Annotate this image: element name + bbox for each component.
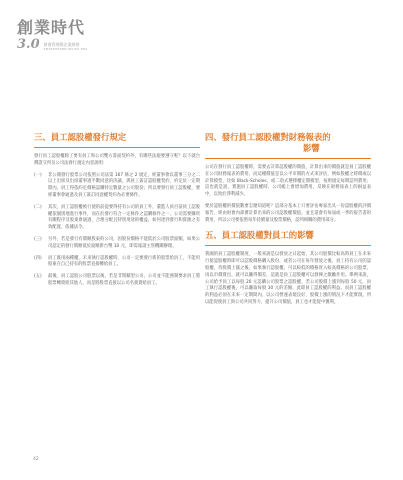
section-4-heading-line1: 四、發行員工認股權對財務報表的 — [205, 132, 331, 142]
heading-divider — [205, 245, 371, 246]
list-item-number: (五) — [34, 274, 42, 280]
publication-tagline: ENTREPRENEURSHIP ERA — [43, 47, 88, 51]
publication-subtitle-block — [44, 42, 88, 51]
section-4-paragraph-1: 公司在發行員工認股權時，需要去計算認股權的價值，計算出來的價值就是員工認股權在公司財務報表的費用，而這種價值是以公平市價的方式來評估，例如股權之時價或以計算模型，比如 Black-Scholes，或二項式選擇權定價模型，按照規定每期認列費用；這也就是說，實施員工認股權時，公司帳上會增加費用，反映在財務報表上的損益表中，以致於淨利減少。 — [205, 165, 371, 198]
section-5 — [205, 230, 371, 306]
list-item-text: 另外，若是發行有價額股東的公司，因股份價格不能低於公司股票面額，如果公司認定的發行價額低於面額新台幣 10 元，即需報請主管機關辦理。 — [48, 236, 200, 249]
heading-divider — [34, 147, 200, 148]
left-column — [34, 132, 200, 293]
list-item-number: (一) — [34, 172, 42, 178]
list-item-number: (三) — [34, 236, 42, 242]
section-5-paragraph: 我國的員工認股權制度，一般來說是以發放之日起始，其公司股價比較高時員工在未來行使認股權時即可以認股價格購入股份，或者公司在每年發放之後，員工持有公司的認股權，待股價上漲之後，如果執行認股權，可以較低的價格買入較高價格的公司股票，再以市價賣出，就可以賺得價差，這就是員工認股權可以發揮之激勵作用。舉例來說，公司給予員工以每股 20 元認購公司股票之認股權，若公司股價上漲到每股 50 元，員工執行認股權後，可以賺取每股 30 元的差額，此即員工認股權的利益。而員工認股權的利益必須在未來一定期間內，以公司營運表現良好、股價上漲的情況下才能實現，所以能促使員工與公司共同努力，提升公司價值，員工也才能從中獲利。 — [205, 252, 371, 305]
section-3-intro: 發行員工認股權除了要有員工和公司雙方書面契約外，有哪些法規要遵守呢？以下就台灣證交所及公司法發行規定內容說明： — [34, 154, 200, 166]
list-item-text: 非公開發行股票公司依照公司法第 167 條之 2 規定，經董事會以董事三分之二以上出席及出席董事過半數同意的決議，與員工簽訂認股權契約，約定於一定期間內，員工得依約定價格認購特定數量之公司股份；所以要發行員工認股權，要經董事會通過及員工簽訂同意權契約為必要條件。 — [48, 172, 200, 198]
section-3-heading: 三、員工認股權發行規定 — [34, 132, 127, 142]
right-column — [205, 132, 371, 312]
list-item-text: 最後，員工認股公司股票以後，若是非閉鎖型公司，公司並不能強制要求員工將股票轉賣給其他人，而是將股票直接以公司名義賣給員工。 — [48, 274, 200, 286]
edition-number: 3.0 — [17, 37, 40, 52]
heading-divider — [205, 158, 371, 159]
page-number: 42 — [33, 457, 39, 462]
list-item-number: (四) — [34, 255, 42, 261]
list-item — [34, 237, 200, 251]
list-item — [34, 173, 200, 200]
publication-title: 創業時代 — [17, 18, 86, 37]
regulation-list — [34, 173, 200, 288]
section-5-heading: 五、員工認股權對員工的影響 — [205, 230, 314, 241]
edition-row — [17, 38, 217, 51]
publication-header — [17, 19, 217, 51]
list-item — [34, 256, 200, 270]
list-item — [34, 205, 200, 232]
list-item-number: (二) — [34, 204, 42, 210]
section-4-paragraph-2: 要於認股權的價值數要怎麼知道呢？這部分基本上只要評估專家出具一份認股權的評價報告，經由財會內部審計算出來的公司認股權價值，並且還會有每屆或一季的報告書的費用，所以公司要依照每年持續量及股票價格，認列相關的費用部分。 — [205, 203, 371, 223]
section-4-heading-line2: 影響 — [303, 143, 320, 153]
section-4-heading — [205, 132, 371, 154]
publication-subtitle: 財會管理與企業經營 — [43, 42, 80, 47]
list-item-text: 員工既用兩種權，未來執行認股權時，公司一定要發行新的股票給員工，不能用股東在自己持有的股票直接轉給員工。 — [48, 255, 200, 268]
list-item-text: 其次，員工認股權被行使的前提要得持有公司的員工外，董監人員目前員工認股權依個別地進行事件，而在於發行符合一定條件之認購條件之一，公司需要購買有關程序及股東會通過，合理分配且特別用途的權益，如何達到發行和資源之有效配置，依據法令。 — [48, 204, 200, 231]
list-item — [34, 274, 200, 288]
